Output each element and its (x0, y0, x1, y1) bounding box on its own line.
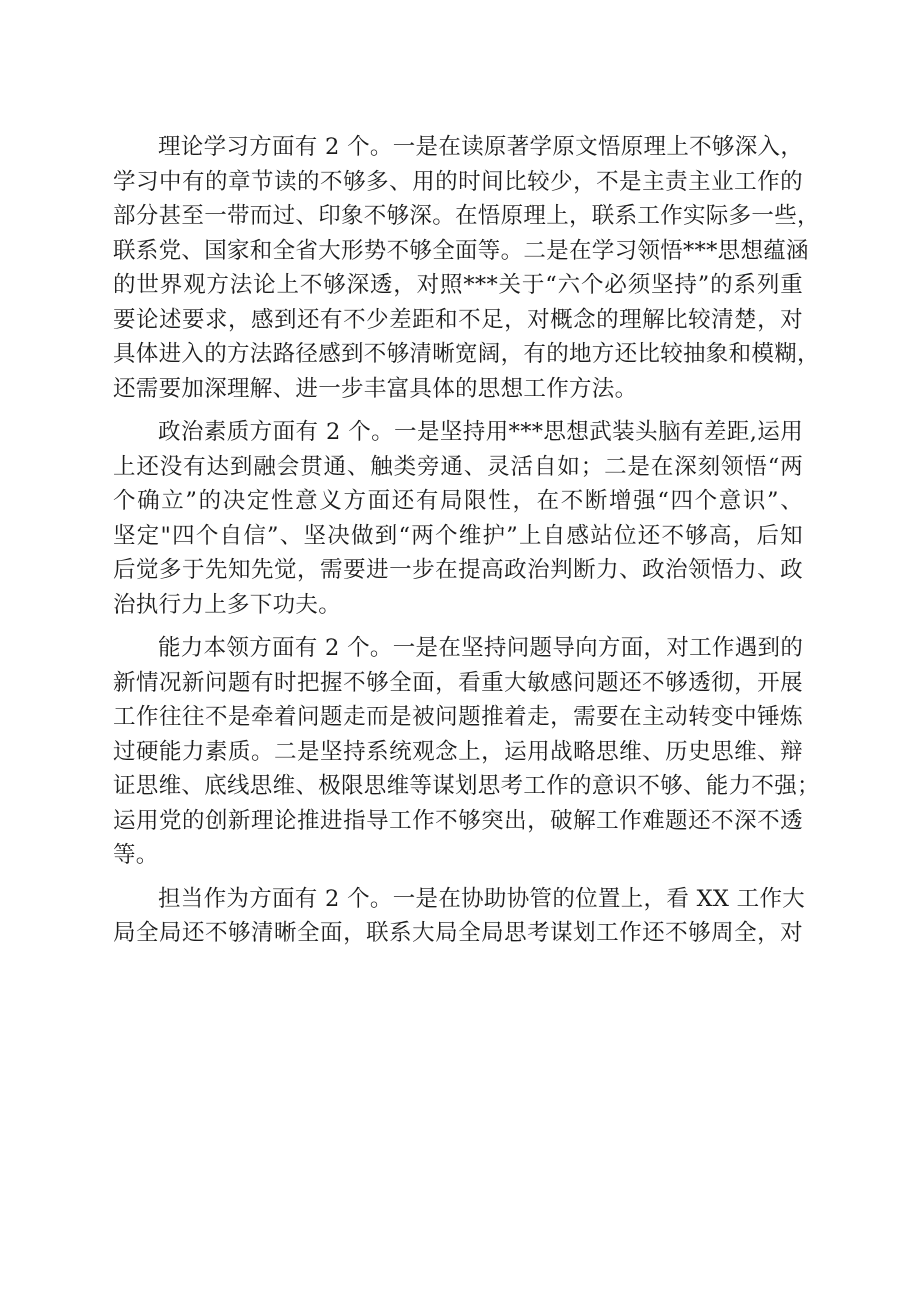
text-line: 学习中有的章节读的不够多、用的时间比较少，不是主责主业工作的 (113, 168, 803, 195)
text-line: 工作往往不是牵着问题走而是被问题推着走，需要在主动转变中锤炼 (113, 704, 803, 730)
text-line: 的世界观方法论上不够深透，对照***关于“六个必须坚持”的系列重 (113, 272, 803, 298)
text-line: 联系党、国家和全省大形势不够全面等。二是在学习领悟***思想蕴涵 (113, 237, 809, 264)
paragraph-theory-study (113, 130, 820, 406)
text-line: 要论述要求，感到还有不少差距和不足，对概念的理解比较清楚，对 (113, 306, 803, 333)
text-line: 还需要加深理解、进一步丰富具体的思想工作方法。 (113, 375, 638, 402)
document-body (113, 130, 820, 951)
text-line: 担当作为方面有 2 个。一是在协助协管的位置上，看 XX 工作大 (158, 885, 806, 912)
text-line: 过硬能力素质。二是坚持系统观念上，运用战略思维、历史思维、辩 (113, 738, 803, 765)
text-line: 运用党的创新理论推进指导工作不够突出，破解工作难题还不深不透 (113, 807, 803, 834)
text-line: 局全局还不够清晰全面，联系大局全局思考谋划工作还不够周全，对 (113, 920, 803, 946)
text-line: 上还没有达到融会贯通、触类旁通、灵活自如；二是在深刻领悟“两 (113, 453, 803, 480)
paragraph-ability-skills (113, 631, 820, 873)
text-line: 理论学习方面有 2 个。一是在读原著学原文悟原理上不够深入， (158, 134, 804, 160)
text-line: 治执行力上多下功夫。 (113, 591, 342, 618)
text-line: 具体进入的方法路径感到不够清晰宽阔，有的地方还比较抽象和模糊， (113, 341, 820, 367)
text-line: 部分甚至一带而过、印象不够深。在悟原理上，联系工作实际多一些， (113, 203, 820, 229)
text-line: 新情况新问题有时把握不够全面，看重大敏感问题还不够透彻，开展 (113, 669, 803, 696)
text-line: 坚定"四个自信”、坚决做到“两个维护”上自感站位还不够高，后知 (113, 522, 803, 549)
text-line: 能力本领方面有 2 个。一是在坚持问题导向方面，对工作遇到的 (158, 635, 804, 661)
paragraph-responsibility (113, 882, 806, 951)
text-line: 政治素质方面有 2 个。一是坚持用***思想武装头脑有差距,运用 (158, 419, 803, 445)
text-line: 证思维、底线思维、极限思维等谋划思考工作的意识不够、能力不强； (113, 773, 820, 799)
text-line: 后觉多于先知先觉，需要进一步在提高政治判断力、政治领悟力、政 (113, 557, 803, 583)
paragraph-political-quality (113, 415, 803, 622)
text-line: 个确立”的决定性意义方面还有局限性，在不断增强“四个意识”、 (113, 488, 803, 514)
text-line: 等。 (113, 842, 159, 868)
